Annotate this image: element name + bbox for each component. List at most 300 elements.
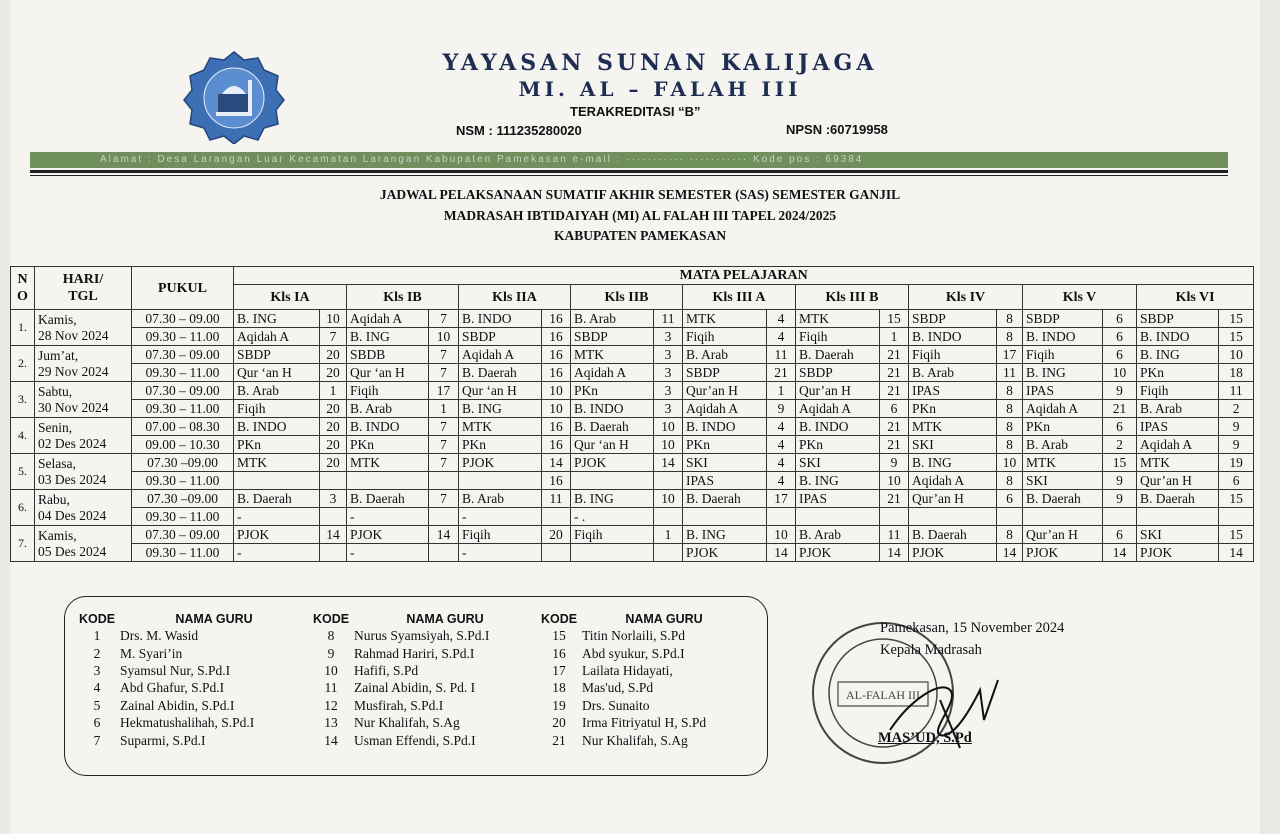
day-name: Jum’at,	[38, 347, 79, 363]
subject-cell: MTK	[459, 418, 542, 436]
teacher-code-cell: 17	[429, 382, 459, 400]
teacher-code-cell: 4	[767, 454, 796, 472]
time-slot: 07.00 – 08.30	[132, 418, 234, 436]
class-header: Kls VI	[1137, 285, 1254, 310]
subject-cell: PKn	[459, 436, 542, 454]
day-date: 05 Des 2024	[38, 543, 107, 559]
time-slot: 07.30 – 09.00	[132, 346, 234, 364]
teacher-code-cell: 11	[542, 490, 571, 508]
subject-cell	[347, 472, 429, 490]
svg-text:AL-FALAH III: AL-FALAH III	[845, 688, 921, 702]
day-number: 2.	[11, 346, 35, 382]
subject-cell: -	[459, 508, 542, 526]
subject-cell: B. ING	[459, 400, 542, 418]
day-date: 28 Nov 2024	[38, 327, 109, 343]
day-name: Rabu,	[38, 491, 70, 507]
subject-cell: B. Arab	[1023, 436, 1103, 454]
teacher-code-cell: 1	[429, 400, 459, 418]
teacher-code-cell: 20	[320, 400, 347, 418]
teacher-name: Musfirah, S.Pd.I	[354, 697, 444, 713]
teacher-code-cell: 15	[1103, 454, 1137, 472]
teacher-code-cell: 3	[654, 400, 683, 418]
teacher-code-cell: 20	[320, 436, 347, 454]
teacher-code: 14	[324, 732, 338, 748]
teacher-code-cell: 8	[997, 436, 1023, 454]
teacher-code-cell: 14	[542, 454, 571, 472]
teacher-row	[74, 714, 746, 731]
teacher-name: Zainal Abidin, S.Pd.I	[120, 697, 235, 713]
teacher-code: 1	[93, 628, 101, 644]
teacher-code-cell	[429, 544, 459, 562]
schedule-row	[11, 526, 1254, 544]
teacher-code-cell	[654, 508, 683, 526]
subject-cell: Fiqih	[683, 328, 767, 346]
teacher-code-cell: 3	[320, 490, 347, 508]
teacher-code-cell: 10	[654, 418, 683, 436]
teacher-code-cell: 3	[654, 346, 683, 364]
subject-cell: SKI	[909, 436, 997, 454]
teacher-code-cell: 14	[654, 454, 683, 472]
teacher-code-cell: 21	[880, 490, 909, 508]
teacher-code-cell: 9	[767, 400, 796, 418]
subject-cell: Qur ‘an H	[234, 364, 320, 382]
teacher-code-cell: 7	[429, 346, 459, 364]
teacher-code-cell: 21	[880, 436, 909, 454]
teacher-name: Lailata Hidayati,	[582, 662, 673, 678]
subject-cell: SBDP	[909, 310, 997, 328]
subject-cell: B. Arab	[796, 526, 880, 544]
teacher-code-cell: 11	[1219, 382, 1254, 400]
teacher-code-cell: 8	[997, 472, 1023, 490]
day-number: 1.	[11, 310, 35, 346]
teacher-code-cell	[429, 508, 459, 526]
time-slot: 09.30 – 11.00	[132, 544, 234, 562]
subject-cell: Qur’an H	[683, 382, 767, 400]
teacher-code: 3	[93, 662, 101, 678]
teacher-code-header: KODE	[312, 611, 350, 626]
time-slot: 07.30 –09.00	[132, 490, 234, 508]
teacher-code: 6	[93, 715, 101, 731]
teacher-code-cell: 11	[880, 526, 909, 544]
subject-cell: B. INDO	[571, 400, 654, 418]
teacher-code: 13	[324, 715, 338, 731]
teacher-name: Abd syukur, S.Pd.I	[582, 645, 685, 661]
teacher-code-cell: 20	[320, 364, 347, 382]
teacher-code: 15	[552, 628, 566, 644]
teacher-table-body	[74, 627, 746, 749]
day-name: Selasa,	[38, 455, 76, 471]
teacher-code-cell: 8	[997, 382, 1023, 400]
accreditation: TERAKREDITASI “B”	[570, 104, 701, 119]
subject-cell: B. INDO	[1137, 328, 1219, 346]
teacher-name: Zainal Abidin, S. Pd. I	[354, 680, 476, 696]
teacher-code-table	[74, 610, 746, 749]
teacher-name: Suparmi, S.Pd.I	[120, 732, 206, 748]
teacher-code-cell: 14	[320, 526, 347, 544]
day-date-cell	[35, 346, 132, 382]
subject-cell: PJOK	[571, 454, 654, 472]
teacher-code-cell: 7	[429, 436, 459, 454]
subject-cell: PJOK	[1023, 544, 1103, 562]
teacher-code-cell: 21	[880, 382, 909, 400]
subject-cell	[1137, 508, 1219, 526]
teacher-code-cell: 7	[429, 454, 459, 472]
teacher-code-cell: 10	[429, 328, 459, 346]
subject-cell	[1023, 508, 1103, 526]
signing-place-date: Pamekasan, 15 November 2024	[880, 620, 1065, 636]
subject-cell: SKI	[683, 454, 767, 472]
subject-cell: MTK	[683, 310, 767, 328]
schedule-row	[11, 544, 1254, 562]
teacher-code-cell	[654, 544, 683, 562]
subject-cell: -	[459, 544, 542, 562]
teacher-name: Abd Ghafur, S.Pd.I	[120, 680, 225, 696]
schedule-row	[11, 508, 1254, 526]
teacher-code-cell: 8	[997, 400, 1023, 418]
subject-cell: -	[234, 508, 320, 526]
class-header: Kls III B	[796, 285, 909, 310]
class-header: Kls IIA	[459, 285, 571, 310]
teacher-code-cell: 20	[320, 454, 347, 472]
teacher-code-cell: 16	[542, 364, 571, 382]
teacher-code-cell: 2	[1219, 400, 1254, 418]
class-header: Kls IV	[909, 285, 1023, 310]
schedule-title-line2: MADRASAH IBTIDAIYAH (MI) AL FALAH III TAPEL 2024/2025	[443, 208, 837, 223]
subject-cell: Aqidah A	[1023, 400, 1103, 418]
teacher-name: Rahmad Hariri, S.Pd.I	[354, 645, 475, 661]
teacher-code-cell: 14	[1103, 544, 1137, 562]
teacher-code-cell: 14	[880, 544, 909, 562]
teacher-code-cell: 21	[880, 346, 909, 364]
class-header: Kls III A	[683, 285, 796, 310]
teacher-row	[74, 679, 746, 696]
subject-cell: PKn	[1137, 364, 1219, 382]
day-name: Sabtu,	[38, 383, 73, 399]
teacher-code-cell: 16	[542, 418, 571, 436]
subject-cell: PKn	[234, 436, 320, 454]
nsm-number: NSM : 111235280020	[456, 123, 582, 138]
teacher-code-cell: 21	[1103, 400, 1137, 418]
column-header-day: HARI/ TGL	[35, 267, 132, 310]
class-header: Kls IB	[347, 285, 459, 310]
subject-cell: Aqidah A	[234, 328, 320, 346]
time-slot: 07.30 – 09.00	[132, 382, 234, 400]
subject-cell: IPAS	[683, 472, 767, 490]
teacher-code: 9	[327, 645, 335, 661]
teacher-code-cell: 9	[880, 454, 909, 472]
subject-cell: B. INDO	[347, 418, 429, 436]
teacher-code-cell: 10	[1103, 364, 1137, 382]
subject-cell: B. Daerah	[1137, 490, 1219, 508]
teacher-code-cell: 9	[1219, 418, 1254, 436]
teacher-code-cell: 9	[1103, 472, 1137, 490]
teacher-code-cell: 18	[1219, 364, 1254, 382]
teacher-code-cell: 14	[429, 526, 459, 544]
schedule-row	[11, 418, 1254, 436]
teacher-code-cell: 11	[654, 310, 683, 328]
teacher-code-cell: 15	[1219, 490, 1254, 508]
subject-cell: SKI	[1137, 526, 1219, 544]
teacher-code-cell: 9	[1219, 436, 1254, 454]
time-slot: 09.30 – 11.00	[132, 364, 234, 382]
teacher-code-cell: 1	[320, 382, 347, 400]
teacher-name: Nur Khalifah, S.Ag	[582, 732, 688, 748]
subject-cell: MTK	[1023, 454, 1103, 472]
teacher-code-cell: 17	[767, 490, 796, 508]
subject-cell	[234, 472, 320, 490]
subject-cell: B. INDO	[683, 418, 767, 436]
subject-cell: PKn	[347, 436, 429, 454]
teacher-name: Drs. Sunaito	[582, 697, 650, 713]
time-slot: 09.30 – 11.00	[132, 472, 234, 490]
subject-cell: Qur’an H	[909, 490, 997, 508]
teacher-code-cell: 15	[1219, 310, 1254, 328]
day-date-cell	[35, 418, 132, 454]
teacher-code-cell: 6	[1103, 346, 1137, 364]
teacher-code-cell: 6	[1103, 526, 1137, 544]
teacher-code-cell: 17	[997, 346, 1023, 364]
teacher-code: 5	[93, 697, 101, 713]
subject-cell: -	[347, 544, 429, 562]
teacher-code-cell: 4	[767, 472, 796, 490]
subject-cell: MTK	[234, 454, 320, 472]
subject-cell: B. Daerah	[347, 490, 429, 508]
teacher-code: 20	[552, 715, 566, 731]
subject-cell: IPAS	[796, 490, 880, 508]
teacher-code-cell	[767, 508, 796, 526]
day-date: 29 Nov 2024	[38, 363, 109, 379]
class-header: Kls IIB	[571, 285, 683, 310]
subject-cell: B. INDO	[1023, 328, 1103, 346]
address-bar: Alamat : Desa Larangan Luar Kecamatan Larangan Kabupaten Pamekasan e-mail : ··········· ··········· Kode pos : 69384	[30, 152, 1228, 168]
subject-cell: Aqidah A	[571, 364, 654, 382]
subject-cell: SBDP	[683, 364, 767, 382]
teacher-code-cell: 7	[429, 310, 459, 328]
subject-cell: Aqidah A	[796, 400, 880, 418]
schedule-row	[11, 400, 1254, 418]
subject-cell: Qur ‘an H	[347, 364, 429, 382]
subject-cell: B. ING	[347, 328, 429, 346]
time-slot: 09.30 – 11.00	[132, 400, 234, 418]
teacher-code-cell: 19	[1219, 454, 1254, 472]
teacher-code: 16	[552, 645, 566, 661]
subject-cell: Fiqih	[909, 346, 997, 364]
teacher-code: 11	[324, 680, 338, 696]
teacher-row	[74, 697, 746, 714]
teacher-code-cell: 8	[997, 418, 1023, 436]
subject-cell: PJOK	[459, 454, 542, 472]
teacher-code-cell: 3	[654, 364, 683, 382]
subject-cell: Qur’an H	[796, 382, 880, 400]
teacher-code-cell: 4	[767, 310, 796, 328]
teacher-row	[74, 731, 746, 748]
day-date: 04 Des 2024	[38, 507, 107, 523]
teacher-table-header	[74, 610, 746, 627]
day-name: Kamis,	[38, 311, 77, 327]
subject-cell: PJOK	[796, 544, 880, 562]
teacher-code-cell: 15	[1219, 526, 1254, 544]
teacher-code-header: KODE	[78, 611, 116, 626]
subject-cell: SBDP	[796, 364, 880, 382]
day-number: 3.	[11, 382, 35, 418]
schedule-row	[11, 364, 1254, 382]
teacher-code-cell: 16	[542, 472, 571, 490]
day-name: Senin,	[38, 419, 73, 435]
subject-cell: MTK	[1137, 454, 1219, 472]
subject-cell	[571, 472, 654, 490]
teacher-name: Nurus Syamsiyah, S.Pd.I	[354, 628, 490, 644]
teacher-code-cell: 10	[542, 400, 571, 418]
teacher-code-cell	[654, 472, 683, 490]
subject-cell	[909, 508, 997, 526]
subject-cell: Fiqih	[347, 382, 429, 400]
subject-cell: MTK	[347, 454, 429, 472]
subject-cell: Fiqih	[459, 526, 542, 544]
teacher-code-cell: 15	[880, 310, 909, 328]
subject-cell	[459, 472, 542, 490]
teacher-code-cell: 14	[1219, 544, 1254, 562]
subject-cell: PJOK	[683, 544, 767, 562]
subject-cell: SBDP	[234, 346, 320, 364]
subject-cell: B. Daerah	[459, 364, 542, 382]
teacher-code-cell	[1219, 508, 1254, 526]
subject-cell: B. Arab	[347, 400, 429, 418]
teacher-name: Hekmatushalihah, S.Pd.I	[120, 715, 255, 731]
teacher-code-cell: 21	[880, 364, 909, 382]
teacher-code-cell: 10	[542, 382, 571, 400]
column-header-subjects: MATA PELAJARAN	[234, 267, 1254, 285]
schedule-row	[11, 346, 1254, 364]
teacher-code-cell: 14	[997, 544, 1023, 562]
class-header: Kls IA	[234, 285, 347, 310]
school-logo-icon	[182, 48, 286, 144]
teacher-code-cell: 11	[767, 346, 796, 364]
subject-cell: PKn	[1023, 418, 1103, 436]
subject-cell: PJOK	[909, 544, 997, 562]
teacher-code-cell: 2	[1103, 436, 1137, 454]
column-header-no: N O	[11, 267, 35, 310]
subject-cell: B. Daerah	[571, 418, 654, 436]
subject-cell: SBDP	[1023, 310, 1103, 328]
teacher-code: 8	[327, 628, 335, 644]
schedule-row	[11, 382, 1254, 400]
subject-cell: B. ING	[909, 454, 997, 472]
subject-cell: SBDP	[459, 328, 542, 346]
teacher-code-cell	[997, 508, 1023, 526]
teacher-name: Titin Norlaili, S.Pd	[582, 628, 686, 644]
subject-cell: B. Daerah	[796, 346, 880, 364]
day-date-cell	[35, 526, 132, 562]
subject-cell: MTK	[571, 346, 654, 364]
teacher-code-cell: 16	[542, 328, 571, 346]
column-header-time: PUKUL	[132, 267, 234, 310]
npsn-number: NPSN :60719958	[786, 122, 888, 137]
subject-cell: -	[234, 544, 320, 562]
teacher-code-cell: 1	[767, 382, 796, 400]
teacher-code: 7	[93, 732, 101, 748]
subject-cell: IPAS	[909, 382, 997, 400]
school-name: MI. AL – FALAH III	[518, 77, 802, 101]
subject-cell: B. INDO	[796, 418, 880, 436]
day-date-cell	[35, 490, 132, 526]
teacher-code: 2	[93, 645, 101, 661]
header-divider-thin	[30, 175, 1228, 176]
subject-cell: PKn	[909, 400, 997, 418]
subject-cell: SKI	[796, 454, 880, 472]
teacher-code-cell: 8	[997, 526, 1023, 544]
teacher-code-cell: 4	[767, 418, 796, 436]
schedule-row	[11, 472, 1254, 490]
subject-cell: B. ING	[234, 310, 320, 328]
subject-cell: PKn	[683, 436, 767, 454]
teacher-code-cell: 3	[654, 328, 683, 346]
subject-cell: Aqidah A	[1137, 436, 1219, 454]
subject-cell: B. INDO	[459, 310, 542, 328]
time-slot: 09.00 – 10.30	[132, 436, 234, 454]
teacher-code-cell: 16	[542, 310, 571, 328]
subject-cell	[683, 508, 767, 526]
teacher-name: Syamsul Nur, S.Pd.I	[120, 662, 231, 678]
teacher-code-cell: 10	[1219, 346, 1254, 364]
teacher-name-header: NAMA GURU	[406, 611, 484, 626]
subject-cell: PKn	[796, 436, 880, 454]
subject-cell: SBDB	[347, 346, 429, 364]
time-slot: 07.30 – 09.00	[132, 310, 234, 328]
teacher-code-cell: 10	[654, 436, 683, 454]
subject-cell: SKI	[1023, 472, 1103, 490]
teacher-code-cell	[880, 508, 909, 526]
teacher-code-cell: 10	[997, 454, 1023, 472]
subject-cell: Fiqih	[1137, 382, 1219, 400]
subject-cell: B. Arab	[234, 382, 320, 400]
day-date-cell	[35, 382, 132, 418]
time-slot: 07.30 – 09.00	[132, 526, 234, 544]
teacher-code-cell: 6	[880, 400, 909, 418]
teacher-code-cell: 9	[1103, 382, 1137, 400]
organization-name: YAYASAN SUNAN KALIJAGA	[442, 50, 878, 76]
teacher-code-cell: 4	[767, 436, 796, 454]
subject-cell: Fiqih	[234, 400, 320, 418]
subject-cell: Fiqih	[571, 526, 654, 544]
subject-cell: Aqidah A	[459, 346, 542, 364]
teacher-name-header: NAMA GURU	[175, 611, 253, 626]
subject-cell: PJOK	[347, 526, 429, 544]
teacher-code-cell	[320, 472, 347, 490]
subject-cell: MTK	[796, 310, 880, 328]
day-number: 6.	[11, 490, 35, 526]
subject-cell: B. INDO	[909, 328, 997, 346]
subject-cell: B. Daerah	[909, 526, 997, 544]
teacher-code-cell: 6	[1103, 418, 1137, 436]
teacher-code-cell: 21	[767, 364, 796, 382]
teacher-code-cell	[1103, 508, 1137, 526]
schedule-row	[11, 436, 1254, 454]
class-header: Kls V	[1023, 285, 1137, 310]
teacher-code-cell	[320, 544, 347, 562]
teacher-code-cell: 4	[767, 328, 796, 346]
subject-cell: B. Arab	[571, 310, 654, 328]
teacher-name: Usman Effendi, S.Pd.I	[354, 732, 476, 748]
schedule-title-line3: KABUPATEN PAMEKASAN	[553, 228, 727, 243]
teacher-code-cell: 9	[1103, 490, 1137, 508]
subject-cell: MTK	[909, 418, 997, 436]
teacher-code-cell: 10	[880, 472, 909, 490]
teacher-code-cell: 8	[997, 328, 1023, 346]
subject-cell: Qur ‘an H	[459, 382, 542, 400]
teacher-code: 21	[552, 732, 566, 748]
teacher-name: Drs. M. Wasid	[120, 628, 199, 644]
schedule-row	[11, 490, 1254, 508]
